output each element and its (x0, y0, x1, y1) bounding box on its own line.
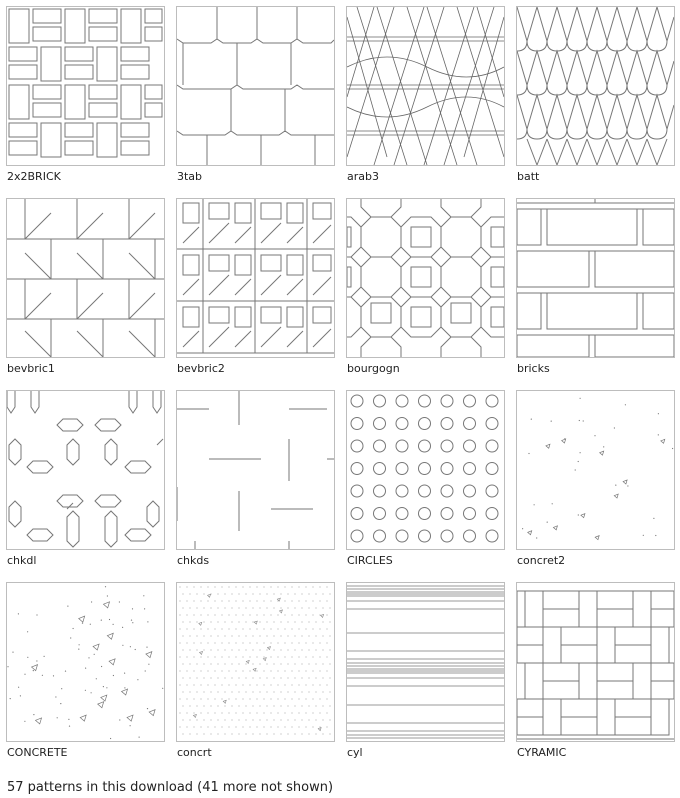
pattern-tile-chkdl[interactable] (6, 390, 165, 567)
2x2brick-swatch[interactable] (6, 6, 165, 166)
pattern-label: batt (517, 170, 540, 183)
concrete-pattern-icon (7, 583, 164, 741)
concrt-pattern-icon (177, 583, 334, 741)
pattern-label: CIRCLES (347, 554, 393, 567)
cyl-swatch[interactable] (346, 582, 505, 742)
pattern-label: bricks (517, 362, 550, 375)
pattern-label: 3tab (177, 170, 203, 183)
pattern-tile-bevbric2[interactable] (176, 198, 335, 375)
bourgogn-swatch[interactable] (346, 198, 505, 358)
2x2brick-pattern-icon (7, 7, 164, 165)
pattern-tile-bevbric1[interactable] (6, 198, 165, 375)
pattern-count-text: 57 patterns in this download (41 more not shown) (7, 780, 334, 795)
pattern-tile-concrete[interactable] (6, 582, 165, 759)
circles-swatch[interactable] (346, 390, 505, 550)
pattern-label: bevbric1 (7, 362, 55, 375)
pattern-label: CYRAMIC (517, 746, 567, 759)
pattern-tile-circles[interactable] (346, 390, 505, 567)
chkdl-swatch[interactable] (6, 390, 165, 550)
bevbric2-pattern-icon (177, 199, 334, 357)
concret2-pattern-icon (517, 391, 674, 549)
pattern-label: cyl (347, 746, 363, 759)
pattern-tile-bourgogn[interactable] (346, 198, 505, 375)
3tab-swatch[interactable] (176, 6, 335, 166)
concrete-swatch[interactable] (6, 582, 165, 742)
arab3-pattern-icon (347, 7, 504, 165)
pattern-label: bourgogn (347, 362, 400, 375)
cyl-pattern-icon (347, 583, 504, 741)
batt-pattern-icon (517, 7, 674, 165)
cyramic-swatch[interactable] (516, 582, 675, 742)
pattern-label: chkds (177, 554, 210, 567)
pattern-tile-concrt[interactable] (176, 582, 335, 759)
pattern-label: bevbric2 (177, 362, 225, 375)
bricks-swatch[interactable] (516, 198, 675, 358)
pattern-label: CONCRETE (7, 746, 68, 759)
pattern-tile-cyl[interactable] (346, 582, 505, 759)
pattern-tile-chkds[interactable] (176, 390, 335, 567)
pattern-tile-cyramic[interactable] (516, 582, 675, 759)
pattern-label: concrt (177, 746, 212, 759)
chkdl-pattern-icon (7, 391, 164, 549)
chkds-swatch[interactable] (176, 390, 335, 550)
arab3-swatch[interactable] (346, 6, 505, 166)
pattern-tile-concret2[interactable] (516, 390, 675, 567)
circles-pattern-icon (347, 391, 504, 549)
pattern-tile-3tab[interactable] (176, 6, 335, 183)
chkds-pattern-icon (177, 391, 334, 549)
batt-swatch[interactable] (516, 6, 675, 166)
cyramic-pattern-icon (517, 583, 674, 741)
bevbric1-swatch[interactable] (6, 198, 165, 358)
pattern-tile-bricks[interactable] (516, 198, 675, 375)
pattern-label: arab3 (347, 170, 379, 183)
bevbric1-pattern-icon (7, 199, 164, 357)
concrt-swatch[interactable] (176, 582, 335, 742)
pattern-label: concret2 (517, 554, 566, 567)
pattern-tile-arab3[interactable] (346, 6, 505, 183)
concret2-swatch[interactable] (516, 390, 675, 550)
pattern-tile-2x2brick[interactable] (6, 6, 165, 183)
3tab-pattern-icon (177, 7, 334, 165)
bevbric2-swatch[interactable] (176, 198, 335, 358)
pattern-label: 2x2BRICK (7, 170, 61, 183)
bourgogn-pattern-icon (347, 199, 504, 357)
bricks-pattern-icon (517, 199, 674, 357)
pattern-label: chkdl (7, 554, 37, 567)
pattern-tile-batt[interactable] (516, 6, 675, 183)
